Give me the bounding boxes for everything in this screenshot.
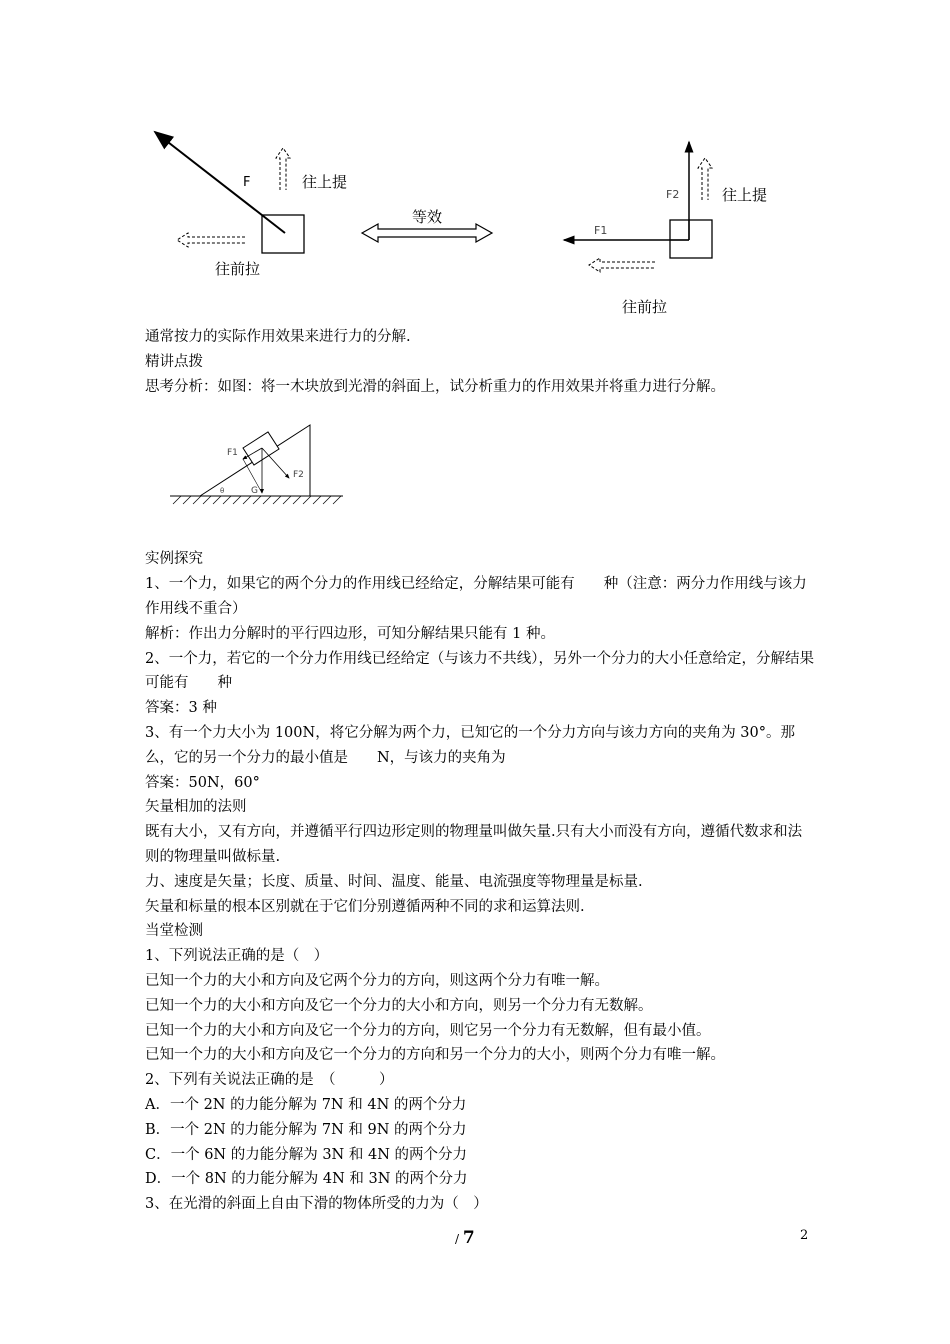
answer-2: 答案：3 种 (145, 700, 217, 717)
incline-f1-label: F1 (227, 448, 238, 458)
answer-3: 答案：50N，60° (145, 774, 260, 791)
section-heading: 矢量相加的法则 (145, 799, 247, 816)
page-prefix: / (455, 1232, 463, 1246)
page-total-indicator (455, 1228, 475, 1248)
g-label: G (251, 486, 258, 496)
force-f-label: F (243, 175, 251, 190)
force-decomposition-figure (140, 120, 820, 320)
section-heading: 实例探究 (145, 551, 203, 568)
question-1: 1、一个力，如果它的两个分力的作用线已经给定，分解结果可能有 种（注意：两分力作用线与该力作用线不重合） (145, 576, 807, 617)
section-heading: 当堂检测 (145, 923, 203, 940)
test-question-2: 2、下列有关说法正确的是 （ ） (145, 1072, 394, 1089)
question-3: 3、有一个力大小为 100N，将它分解为两个力，已知它的一个分力方向与该力方向的夹角为 30°。那么，它的另一个分力的最小值是 N，与该力的夹角为 (145, 724, 796, 766)
analysis-1: 解析：作出力分解时的平行四边形，可知分解结果只能有 1 种。 (145, 625, 555, 642)
vector-definition: 既有大小，又有方向，并遵循平行四边形定则的物理量叫做矢量.只有大小而没有方向，遵循代数求和法则的物理量叫做标量. (145, 824, 803, 865)
left-lift-label: 往上提 (302, 173, 348, 191)
section-heading: 精讲点拨 (145, 353, 203, 370)
document-body (145, 325, 815, 1217)
theta-label: θ (220, 487, 225, 495)
question-2: 2、一个力，若它的一个分力作用线已经给定（与该力不共线），另外一个分力的大小任意给定，分解结果可能有 种 (145, 650, 814, 692)
pull-dashed-arrow (177, 233, 245, 247)
option-c: C．一个 6N 的力能分解为 3N 和 4N 的两个分力 (145, 1146, 467, 1163)
text-line: 矢量和标量的根本区别就在于它们分别遵循两种不同的求和运算法则. (145, 898, 585, 915)
page-number: 2 (800, 1228, 809, 1243)
right-lift-dashed-arrow (698, 158, 712, 200)
right-block (670, 220, 712, 258)
figure-spacer (145, 399, 815, 547)
option-b: B．一个 2N 的力能分解为 7N 和 9N 的两个分力 (145, 1121, 467, 1138)
right-lift-label: 往上提 (722, 186, 768, 204)
f1-label: F1 (594, 224, 608, 237)
force-f-arrow (155, 132, 285, 233)
text-line: 力、速度是矢量；长度、质量、时间、温度、能量、电流强度等物理量是标量. (145, 873, 643, 890)
text-line: 通常按力的实际作用效果来进行力的分解. (145, 329, 411, 345)
lift-dashed-arrow (276, 148, 290, 190)
option-line: 已知一个力的大小和方向及它一个分力的大小和方向，则另一个分力有无数解。 (145, 997, 653, 1014)
test-question-3: 3、在光滑的斜面上自由下滑的物体所受的力为（ ） (145, 1196, 488, 1213)
f2-label: F2 (666, 188, 680, 201)
equivalence-arrow (362, 224, 492, 242)
page-total: 7 (462, 1228, 475, 1248)
option-line: 已知一个力的大小和方向及它两个分力的方向，则这两个分力有唯一解。 (145, 972, 609, 989)
equivalence-label: 等效 (412, 208, 443, 226)
left-pull-label: 往前拉 (215, 260, 261, 278)
text-line: 思考分析：如图：将一木块放到光滑的斜面上，试分析重力的作用效果并将重力进行分解。 (145, 378, 725, 395)
option-a: A．一个 2N 的力能分解为 7N 和 4N 的两个分力 (145, 1096, 467, 1113)
right-pull-label: 往前拉 (622, 298, 668, 316)
option-d: D．一个 8N 的力能分解为 4N 和 3N 的两个分力 (145, 1171, 468, 1188)
option-line: 已知一个力的大小和方向及它一个分力的方向和另一个分力的大小，则两个分力有唯一解。 (145, 1047, 725, 1064)
option-line: 已知一个力的大小和方向及它一个分力的方向，则它另一个分力有无数解，但有最小值。 (145, 1022, 711, 1039)
right-pull-dashed-arrow (589, 258, 655, 272)
incline-f2-label: F2 (293, 470, 304, 480)
test-question-1: 1、下列说法正确的是（ ） (145, 948, 329, 965)
